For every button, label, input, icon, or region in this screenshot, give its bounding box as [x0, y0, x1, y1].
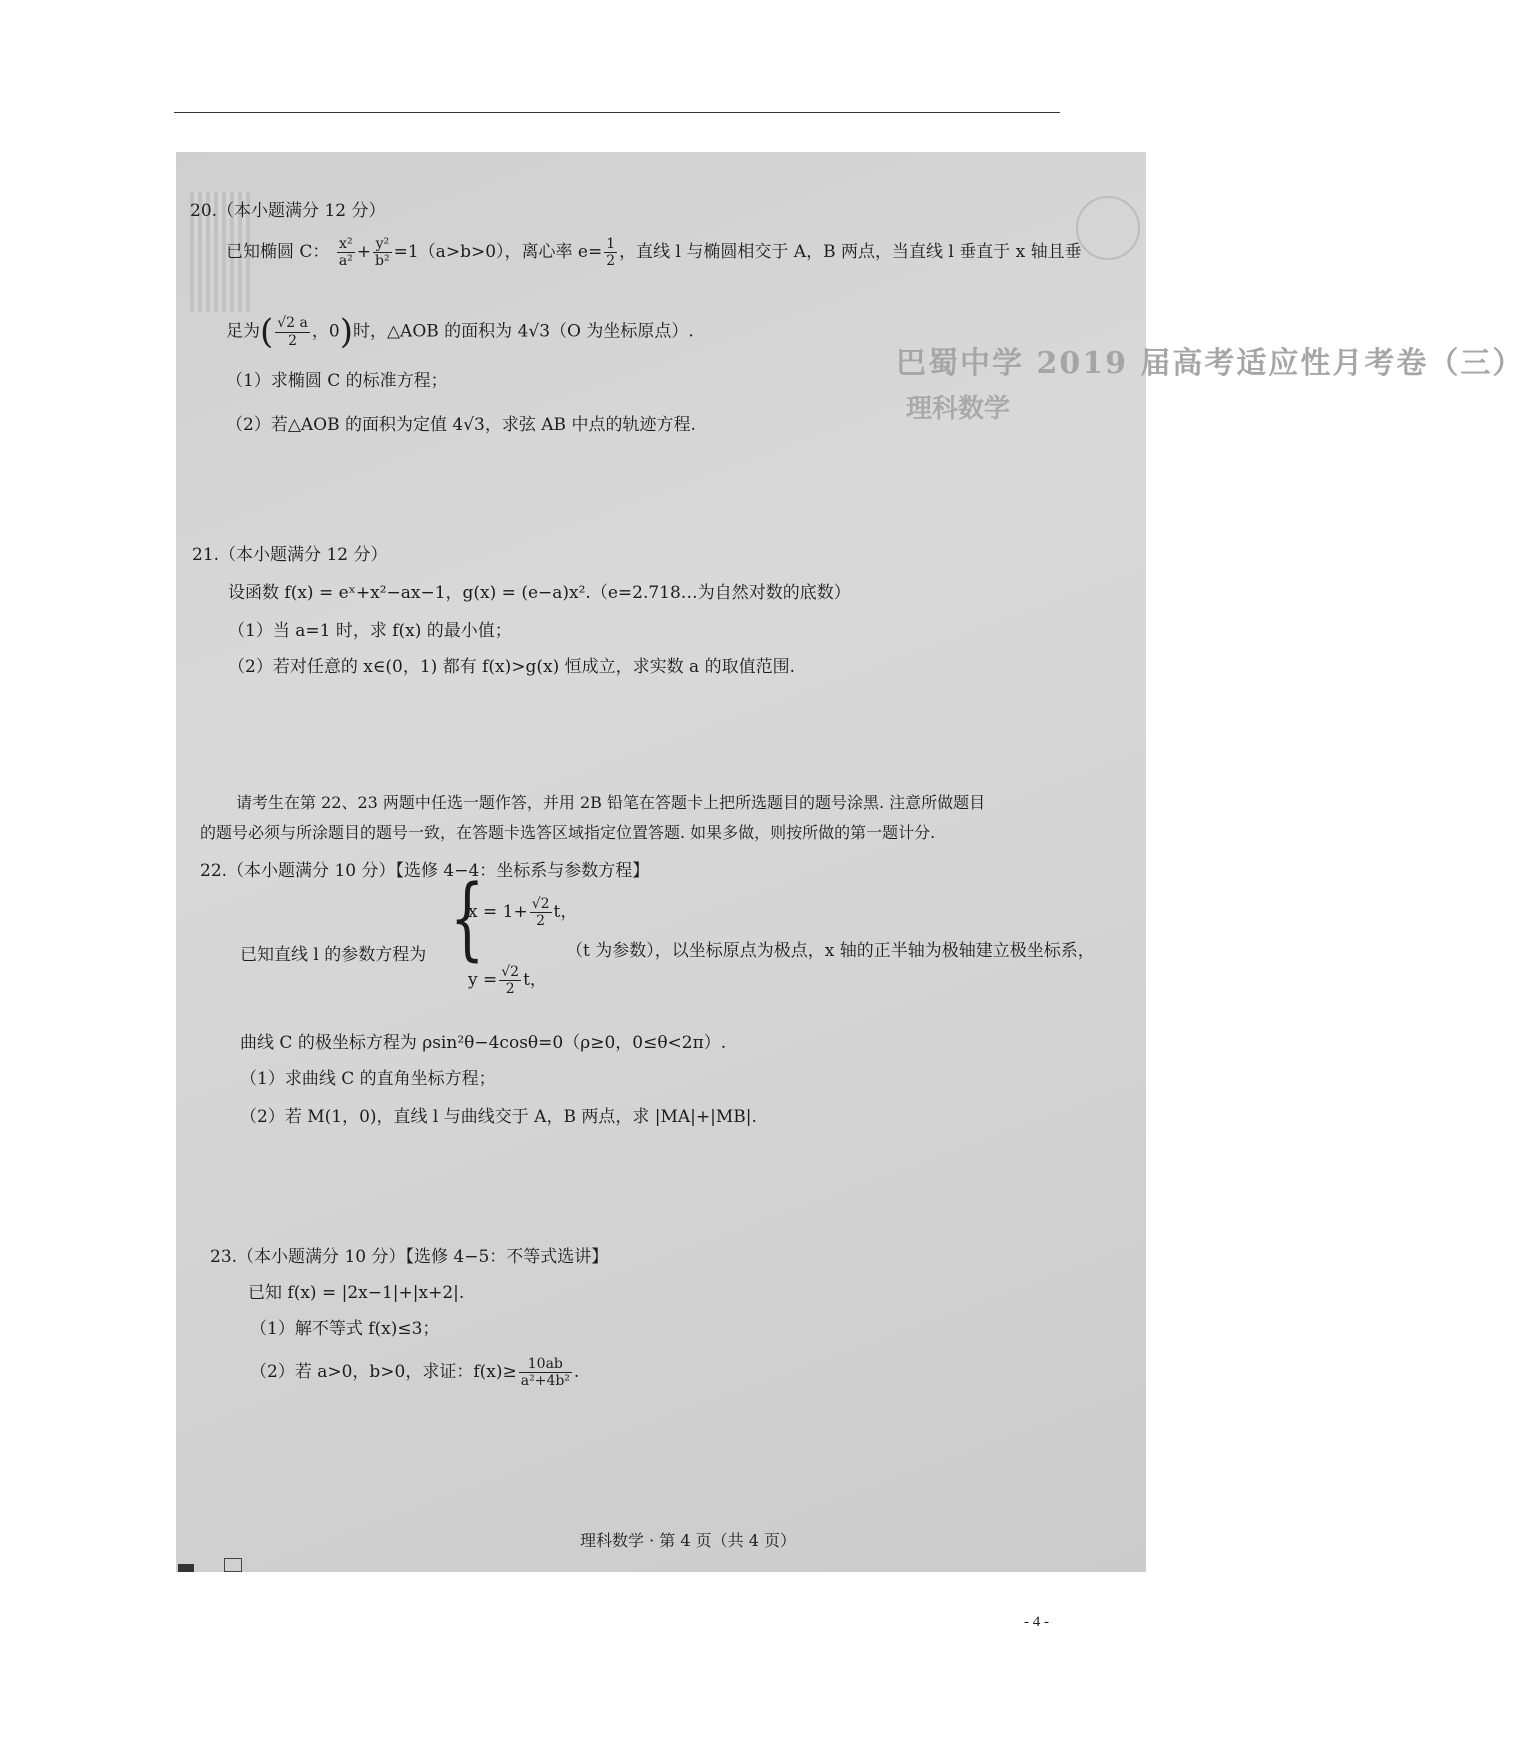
- optional-question-note-line2: 的题号必须与所涂题目的题号一致，在答题卡选答区域指定位置答题. 如果多做，则按所做的第一题计分.: [200, 823, 936, 842]
- q22-param-note: （t 为参数），以坐标原点为极点，x 轴的正半轴为极轴建立极坐标系，: [566, 941, 1095, 961]
- corner-box-icon: [224, 1558, 242, 1572]
- q22-curve: 曲线 C 的极坐标方程为 ρsin²θ−4cosθ=0（ρ≥0，0≤θ<2π）.: [240, 1033, 727, 1053]
- bleed-through-title: 巴蜀中学 2019 届高考适应性月考卷（三）: [896, 346, 1524, 381]
- q23-part1: （1）解不等式 f(x)≤3；: [250, 1319, 440, 1339]
- q20-heading: 20.（本小题满分 12 分）: [190, 201, 386, 221]
- q21-part2: （2）若对任意的 x∈(0，1) 都有 f(x)>g(x) 恒成立，求实数 a 的取值范围.: [228, 657, 795, 677]
- q20-line2: 足为( $\frac{√2 a}{2}$ ，0)时，△AOB 的面积为 4√3（O 为坐标原点）.: [226, 312, 694, 352]
- bleed-through-subtitle: 理科数学: [906, 394, 1011, 424]
- q22-y-equation: y = $\frac{√2}{2}$ t，: [468, 964, 547, 998]
- stamp-bleed-icon: [1076, 196, 1140, 260]
- q23-part2: （2）若 a>0，b>0，求证：f(x)≥ $\frac{10ab}{\text{a²+4b²}}$ .: [250, 1356, 580, 1390]
- q20-part1: （1）求椭圆 C 的标准方程；: [226, 371, 448, 391]
- q21-line1: 设函数 f(x) = eˣ+x²−ax−1，g(x) = (e−a)x².（e=2.718…为自然对数的底数）: [228, 583, 851, 603]
- q21-heading: 21.（本小题满分 12 分）: [192, 545, 388, 565]
- page-number: - 4 -: [1024, 1614, 1049, 1630]
- q22-intro: 已知直线 l 的参数方程为: [240, 945, 427, 965]
- q22-part2: （2）若 M(1，0)，直线 l 与曲线交于 A，B 两点，求 |MA|+|MB|.: [240, 1107, 757, 1127]
- q22-param-system: [450, 866, 578, 1012]
- left-brace-icon: {: [450, 866, 485, 971]
- q20-line1: 已知椭圆 C： $\frac{\text{x²}}{\text{a²}}$ + $\frac{\text{y²}}{\text{b²}}$ =1（a>b>0），离心率 e= $\frac{1}{2}$ ，直线 l 与椭圆相交于 A，B 两点，当直线 l 垂直于 x 轴且垂: [226, 236, 1082, 270]
- q22-heading: 22.（本小题满分 10 分）【选修 4−4：坐标系与参数方程】: [200, 861, 650, 881]
- corner-mark-icon: [178, 1564, 194, 1572]
- q23-heading: 23.（本小题满分 10 分）【选修 4−5：不等式选讲】: [210, 1247, 609, 1267]
- q21-part1: （1）当 a=1 时，求 f(x) 的最小值；: [228, 621, 512, 641]
- top-rule: [174, 112, 1060, 113]
- q20-part2: （2）若△AOB 的面积为定值 4√3，求弦 AB 中点的轨迹方程.: [226, 415, 696, 435]
- q23-definition: 已知 f(x) = |2x−1|+|x+2|.: [248, 1283, 465, 1303]
- exam-page-footer: 理科数学 · 第 4 页（共 4 页）: [580, 1531, 796, 1550]
- optional-question-note-line1: 请考生在第 22、23 两题中任选一题作答，并用 2B 铅笔在答题卡上把所选题目的题号涂黑. 注意所做题目: [236, 793, 986, 812]
- q22-part1: （1）求曲线 C 的直角坐标方程；: [240, 1069, 496, 1089]
- q22-x-equation: x = 1+ $\frac{√2}{2}$ t，: [468, 896, 578, 930]
